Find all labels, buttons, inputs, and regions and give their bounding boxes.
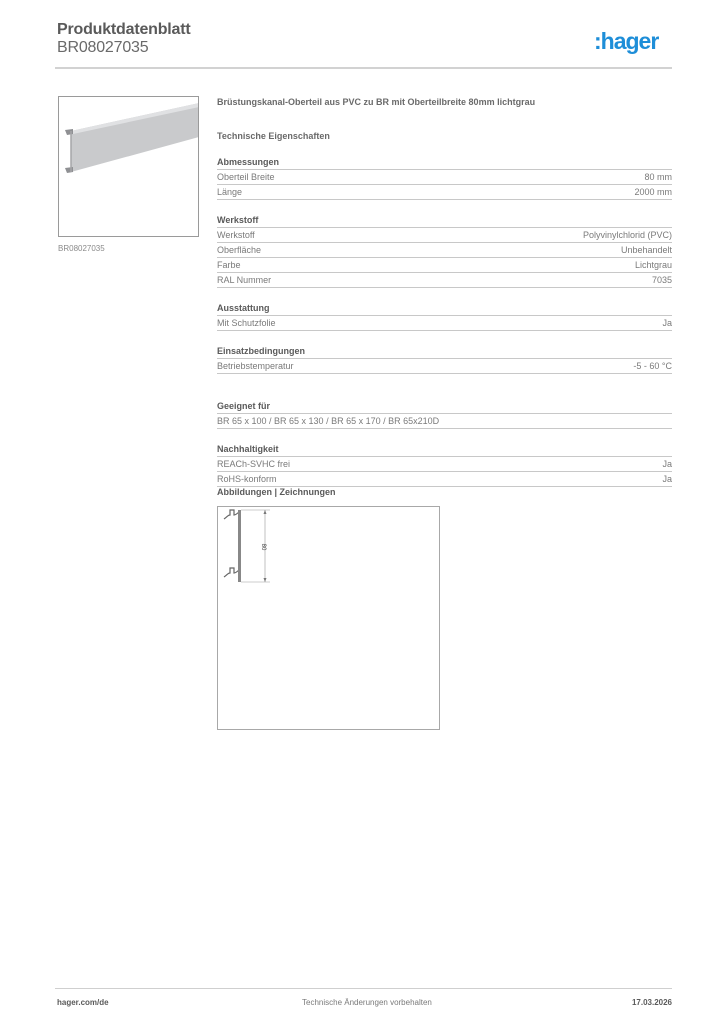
section-title: Einsatzbedingungen bbox=[217, 345, 672, 359]
footer-website[interactable]: hager.com/de bbox=[57, 998, 109, 1007]
row-label: REACh-SVHC frei bbox=[217, 459, 291, 469]
row-value: Polyvinylchlorid (PVC) bbox=[582, 230, 672, 240]
hager-logo: :hager bbox=[594, 28, 659, 54]
footer-date: 17.03.2026 bbox=[631, 998, 672, 1007]
row-label: Farbe bbox=[217, 260, 241, 270]
row-value: Unbehandelt bbox=[620, 245, 672, 255]
table-row bbox=[217, 185, 672, 200]
table-row bbox=[217, 228, 672, 243]
row-label: RAL Nummer bbox=[217, 275, 272, 285]
product-photo-icon bbox=[59, 97, 198, 236]
section-title: Abmessungen bbox=[217, 156, 672, 170]
table-row bbox=[217, 472, 672, 487]
table-row bbox=[217, 457, 672, 472]
row-value: 2000 mm bbox=[634, 187, 672, 197]
drawing-frame bbox=[217, 506, 440, 730]
drawings-title: Abbildungen | Zeichnungen bbox=[217, 487, 336, 497]
table-row bbox=[217, 243, 672, 258]
table-row bbox=[217, 258, 672, 273]
dimension-label: 80 bbox=[260, 543, 266, 551]
section-ausstattung bbox=[217, 302, 672, 331]
section-werkstoff bbox=[217, 214, 672, 288]
product-image bbox=[58, 96, 199, 237]
section-title: Nachhaltigkeit bbox=[217, 443, 672, 457]
product-image-caption: BR08027035 bbox=[58, 244, 105, 253]
table-row bbox=[217, 414, 672, 429]
row-value: 80 mm bbox=[644, 172, 672, 182]
row-value: Ja bbox=[662, 318, 672, 328]
row-label: Länge bbox=[217, 187, 243, 197]
footer-notice: Technische Änderungen vorbehalten bbox=[302, 998, 432, 1007]
section-abmessungen bbox=[217, 156, 672, 200]
section-title: Ausstattung bbox=[217, 302, 672, 316]
row-label: Betriebstemperatur bbox=[217, 361, 294, 371]
row-value: 7035 bbox=[651, 275, 672, 285]
section-title: Werkstoff bbox=[217, 214, 672, 228]
section-title: Geeignet für bbox=[217, 400, 672, 414]
product-details bbox=[217, 96, 672, 487]
row-value: Ja bbox=[662, 474, 672, 484]
header-divider bbox=[55, 67, 672, 69]
table-row bbox=[217, 273, 672, 288]
row-label: Oberfläche bbox=[217, 245, 262, 255]
row-label: Mit Schutzfolie bbox=[217, 318, 276, 328]
section-nachhaltigkeit bbox=[217, 443, 672, 487]
table-row bbox=[217, 170, 672, 185]
table-row bbox=[217, 316, 672, 331]
row-label: Oberteil Breite bbox=[217, 172, 275, 182]
row-value: Ja bbox=[662, 459, 672, 469]
row-value: Lichtgrau bbox=[634, 260, 672, 270]
table-row bbox=[217, 359, 672, 374]
row-label: Werkstoff bbox=[217, 230, 255, 240]
technical-properties-heading: Technische Eigenschaften bbox=[217, 131, 330, 141]
section-geeignet-fuer bbox=[217, 400, 672, 429]
row-label: BR 65 x 100 / BR 65 x 130 / BR 65 x 170 / BR 65x210D bbox=[217, 416, 440, 426]
product-description: Brüstungskanal-Oberteil aus PVC zu BR mit Oberteilbreite 80mm lichtgrau bbox=[217, 97, 536, 107]
row-label: RoHS-konform bbox=[217, 474, 277, 484]
section-einsatzbedingungen bbox=[217, 345, 672, 374]
page-title: Produktdatenblatt bbox=[57, 21, 191, 38]
cross-section-drawing-icon bbox=[218, 507, 439, 729]
product-code: BR08027035 bbox=[57, 39, 149, 56]
footer-divider bbox=[55, 988, 672, 989]
row-value: -5 - 60 °C bbox=[633, 361, 672, 371]
